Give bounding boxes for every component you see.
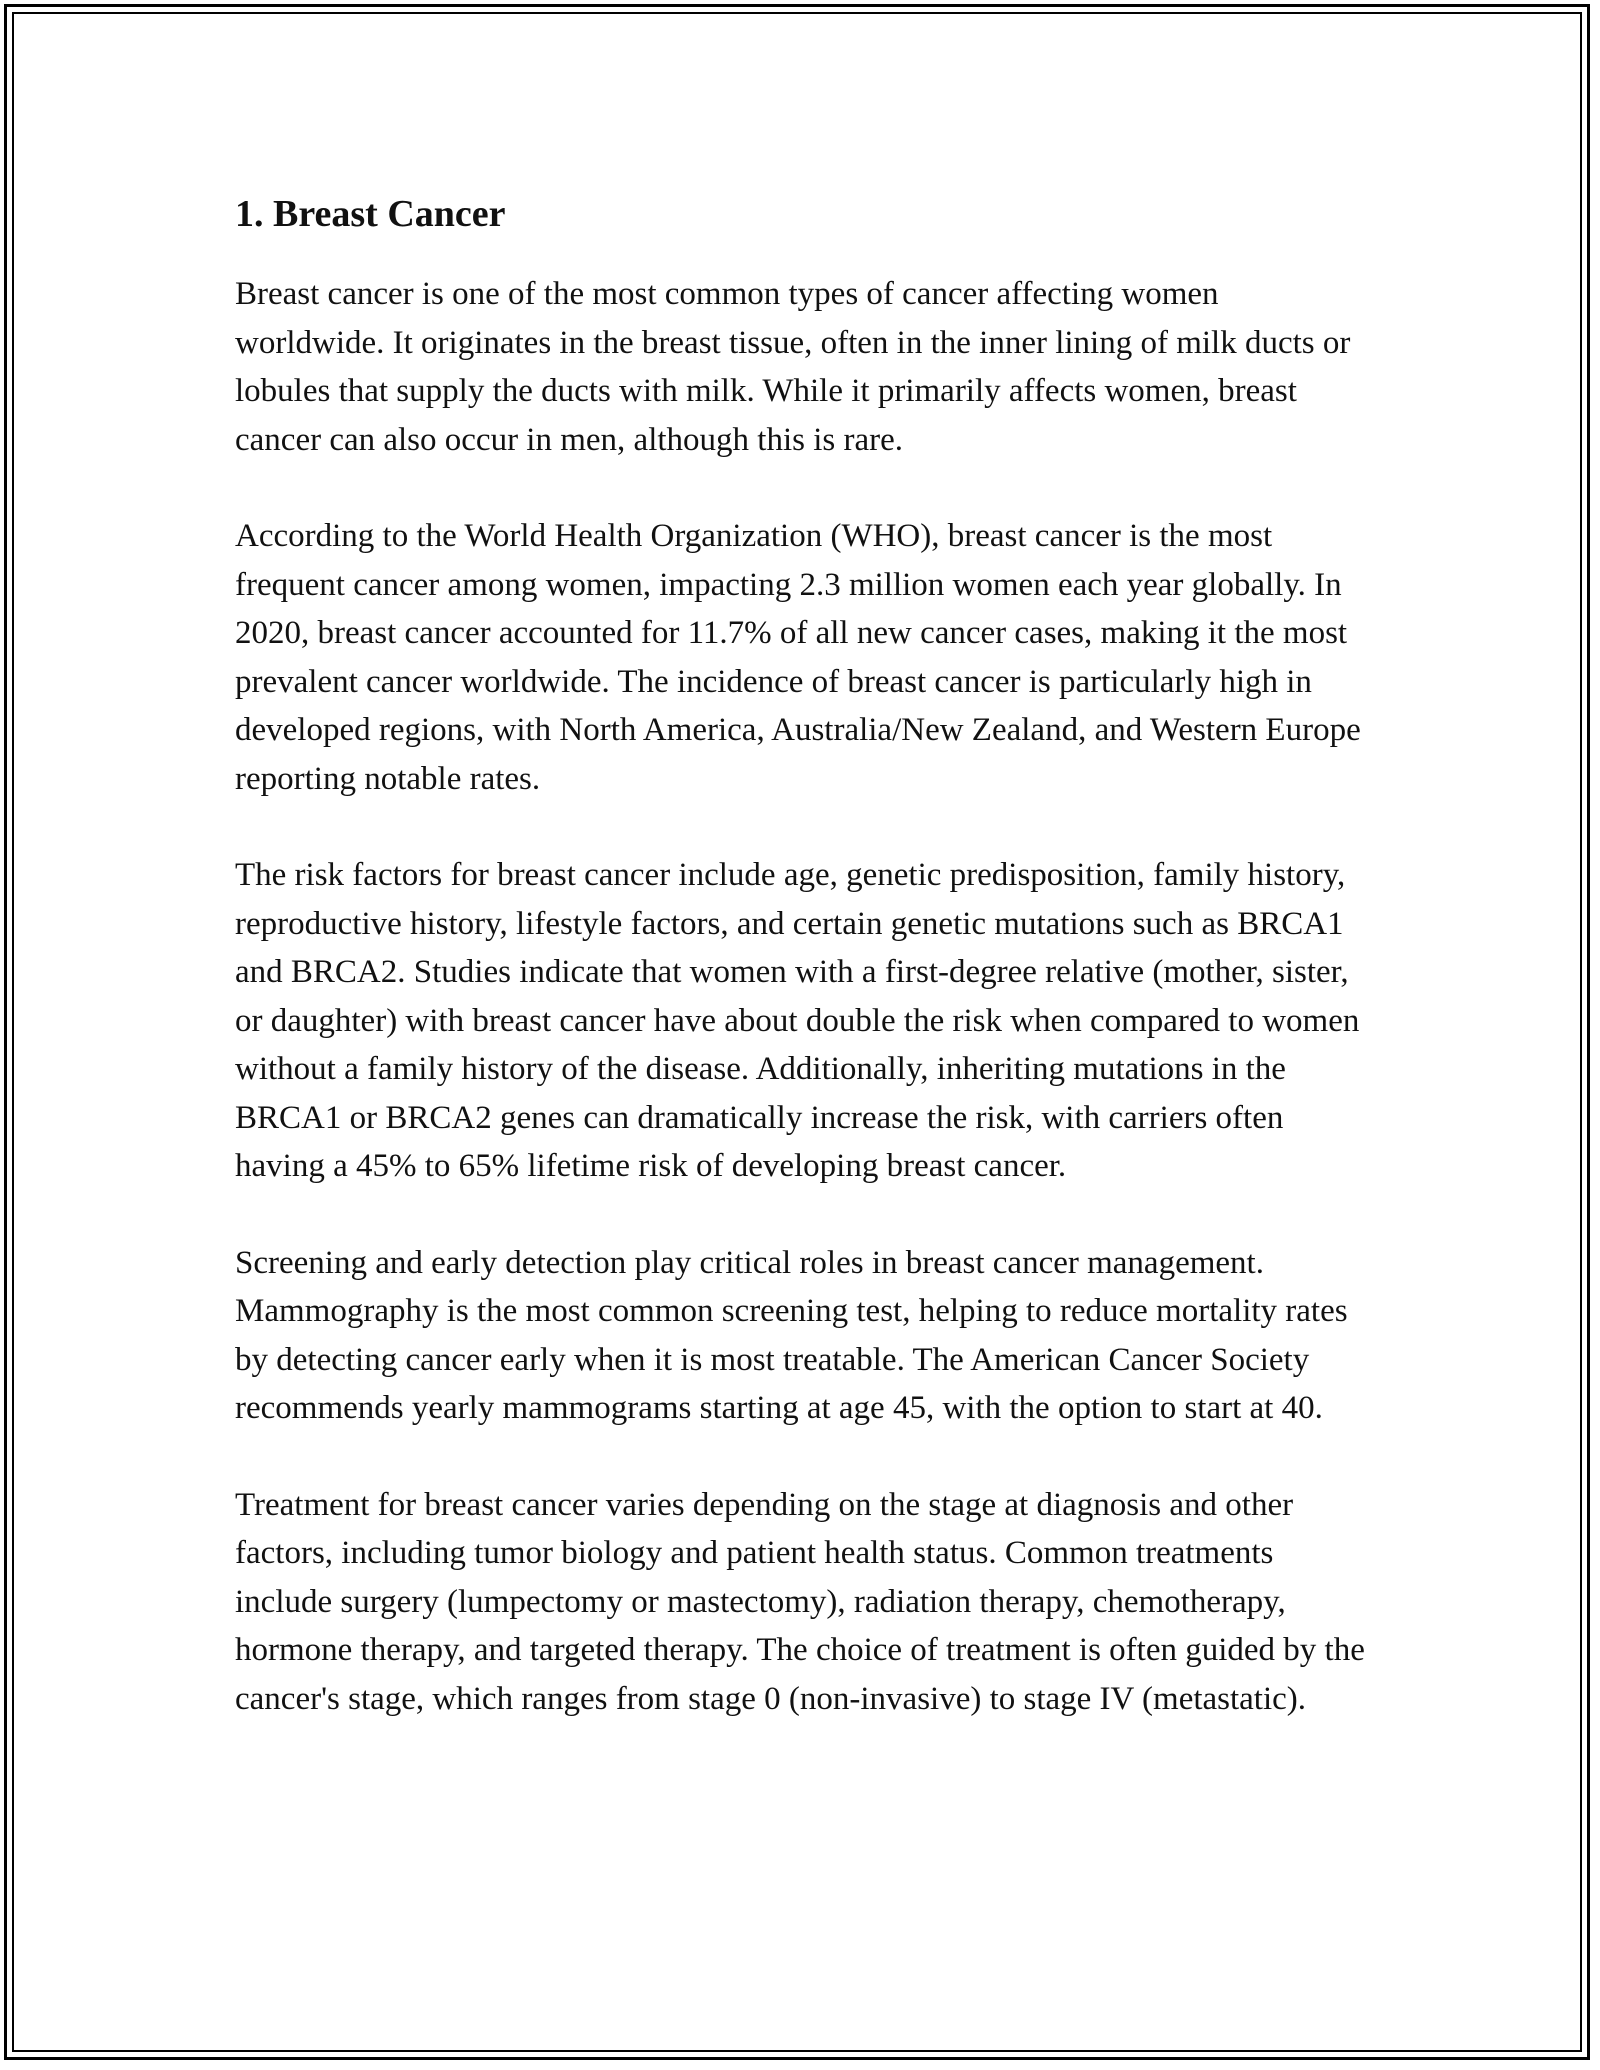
section-heading: 1. Breast Cancer [235,193,506,235]
paragraph-risk-factors: The risk factors for breast cancer include age, genetic predisposition, family history, reproductive history, lifestyle factors, and certain genetic mutations such as BRCA1 and BRCA2. Studies indicate that women with a first-degree relative (mother, sister, or daughter) with breast cancer have about double the risk when compared to women without a family history of the disease. Additionally, inheriting mutations in the BRCA1 or BRCA2 genes can dramatically increase the risk, with carriers often having a 45% to 65% lifetime risk of developing breast cancer. [235,857,1360,1184]
document-body [235,188,1365,1771]
paragraph-screening: Screening and early detection play critical roles in breast cancer management. Mammography is the most common screening test, helping to reduce mortality rates by detecting cancer early when it is most treatable. The American Cancer Society recommends yearly mammograms starting at age 45, with the option to start at 40. [235,1244,1348,1426]
paragraph-introduction: Breast cancer is one of the most common types of cancer affecting women worldwide. It originates in the breast tissue, often in the inner lining of milk ducts or lobules that supply the ducts with milk. While it primarily affects women, breast cancer can also occur in men, although this is rare. [235,276,1351,458]
paragraph-statistics: According to the World Health Organization (WHO), breast cancer is the most frequent cancer among women, impacting 2.3 million women each year globally. In 2020, breast cancer accounted for 11.7% of all new cancer cases, making it the most prevalent cancer worldwide. The incidence of breast cancer is particularly high in developed regions, with North America, Australia/New Zealand, and Western Europe reporting notable rates. [235,518,1361,797]
paragraph-treatment: Treatment for breast cancer varies depending on the stage at diagnosis and other factors, including tumor biology and patient health status. Common treatments include surgery (lumpectomy or mastectomy), radiation therapy, chemotherapy, hormone therapy, and targeted therapy. The choice of treatment is often guided by the cancer's stage, which ranges from stage 0 (non-invasive) to stage IV (metastatic). [235,1486,1365,1717]
